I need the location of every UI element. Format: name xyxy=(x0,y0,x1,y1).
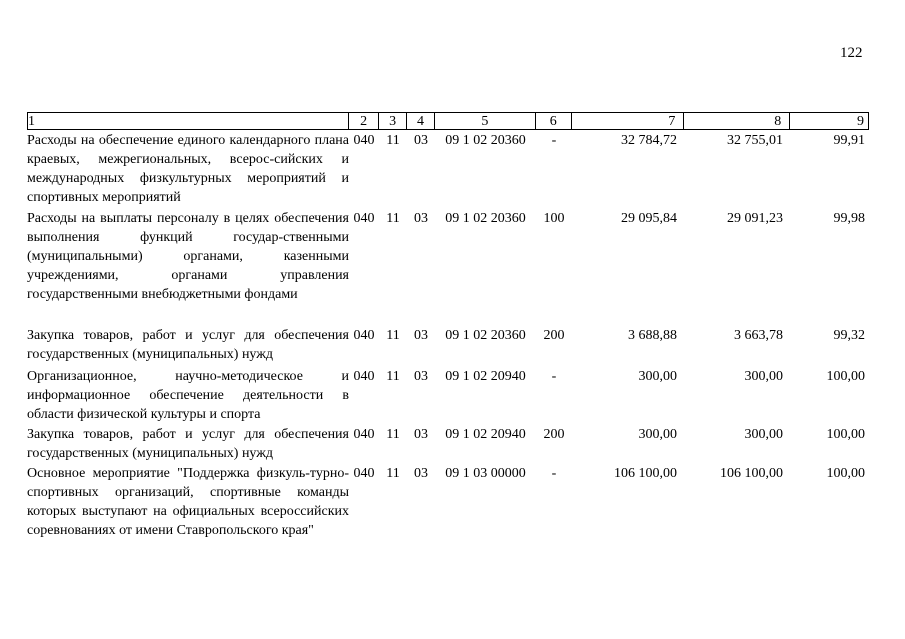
row-col-9: 99,91 xyxy=(833,133,865,148)
row-col-7: 29 095,84 xyxy=(621,211,677,226)
page-number: 122 xyxy=(840,45,863,61)
row-col-6: 200 xyxy=(543,328,565,343)
row-col-7: 300,00 xyxy=(638,369,677,384)
table-row xyxy=(27,131,869,207)
row-col-7: 106 100,00 xyxy=(614,466,677,481)
table-row xyxy=(27,326,869,364)
row-description: Организационное, научно-методическое и информационное обеспечение деятельности в области физической культуры и спорта xyxy=(27,369,349,422)
row-col-2: 040 xyxy=(353,369,375,384)
row-col-6: - xyxy=(551,133,557,148)
row-col-4: 03 xyxy=(414,369,428,384)
row-col-5: 09 1 02 20360 xyxy=(445,328,526,343)
row-description: Расходы на обеспечение единого календарного плана краевых, межрегиональных, всерос-сийских и международных физкультурных мероприятий и спортивных мероприятий xyxy=(27,133,349,205)
table-row xyxy=(27,209,869,304)
header-col-1: 1 xyxy=(28,113,349,129)
header-col-4: 4 xyxy=(407,113,435,129)
row-col-5: 09 1 03 00000 xyxy=(445,466,526,481)
row-col-2: 040 xyxy=(353,133,375,148)
row-description: Закупка товаров, работ и услуг для обеспечения государственных (муниципальных) нужд xyxy=(27,427,349,461)
row-col-3: 11 xyxy=(386,427,400,442)
row-col-4: 03 xyxy=(414,133,428,148)
row-col-7: 32 784,72 xyxy=(621,133,677,148)
row-col-9: 100,00 xyxy=(826,369,865,384)
header-col-2: 2 xyxy=(349,113,379,129)
row-col-9: 100,00 xyxy=(826,466,865,481)
row-col-4: 03 xyxy=(414,466,428,481)
row-col-4: 03 xyxy=(414,211,428,226)
row-col-7: 300,00 xyxy=(638,427,677,442)
header-col-9: 9 xyxy=(857,114,864,129)
row-col-8: 106 100,00 xyxy=(720,466,783,481)
table-header xyxy=(27,112,869,130)
row-col-2: 040 xyxy=(353,427,375,442)
row-col-8: 300,00 xyxy=(744,369,783,384)
row-col-9: 100,00 xyxy=(826,427,865,442)
header-col-5: 5 xyxy=(435,113,536,129)
row-col-8: 3 663,78 xyxy=(734,328,783,343)
row-col-3: 11 xyxy=(386,211,400,226)
row-col-5: 09 1 02 20940 xyxy=(445,427,526,442)
row-col-3: 11 xyxy=(386,369,400,384)
row-col-2: 040 xyxy=(353,328,375,343)
row-col-9: 99,98 xyxy=(833,211,865,226)
row-col-9: 99,32 xyxy=(833,328,865,343)
table-row xyxy=(27,367,869,424)
row-col-2: 040 xyxy=(353,466,375,481)
row-col-8: 29 091,23 xyxy=(727,211,783,226)
table-row xyxy=(27,425,869,463)
row-col-5: 09 1 02 20360 xyxy=(445,211,526,226)
table-row xyxy=(27,464,869,540)
row-col-8: 300,00 xyxy=(744,427,783,442)
row-col-3: 11 xyxy=(386,133,400,148)
row-col-6: 100 xyxy=(543,211,565,226)
row-col-4: 03 xyxy=(414,328,428,343)
row-col-4: 03 xyxy=(414,427,428,442)
header-col-6: 6 xyxy=(536,113,572,129)
header-col-7: 7 xyxy=(572,113,685,129)
row-col-2: 040 xyxy=(353,211,375,226)
row-col-5: 09 1 02 20360 xyxy=(445,133,526,148)
row-description: Основное мероприятие "Поддержка физкуль-турно-спортивных организаций, спортивные команды которых выступают на официальных всероссийских соревнованиях от имени Ставропольского края" xyxy=(27,466,349,538)
header-col-8: 8 xyxy=(684,113,790,129)
row-col-3: 11 xyxy=(386,328,400,343)
row-col-8: 32 755,01 xyxy=(727,133,783,148)
row-col-3: 11 xyxy=(386,466,400,481)
row-col-6: 200 xyxy=(543,427,565,442)
row-description: Закупка товаров, работ и услуг для обеспечения государственных (муниципальных) нужд xyxy=(27,328,349,362)
row-col-6: - xyxy=(551,466,557,481)
row-col-7: 3 688,88 xyxy=(628,328,677,343)
row-description: Расходы на выплаты персоналу в целях обеспечения выполнения функций государ-ственными (муниципальными) органами, казенными учреждениями, органами управления государственными внебюджетными фондами xyxy=(27,211,349,302)
row-col-5: 09 1 02 20940 xyxy=(445,369,526,384)
row-col-6: - xyxy=(551,369,557,384)
header-col-3: 3 xyxy=(379,113,407,129)
